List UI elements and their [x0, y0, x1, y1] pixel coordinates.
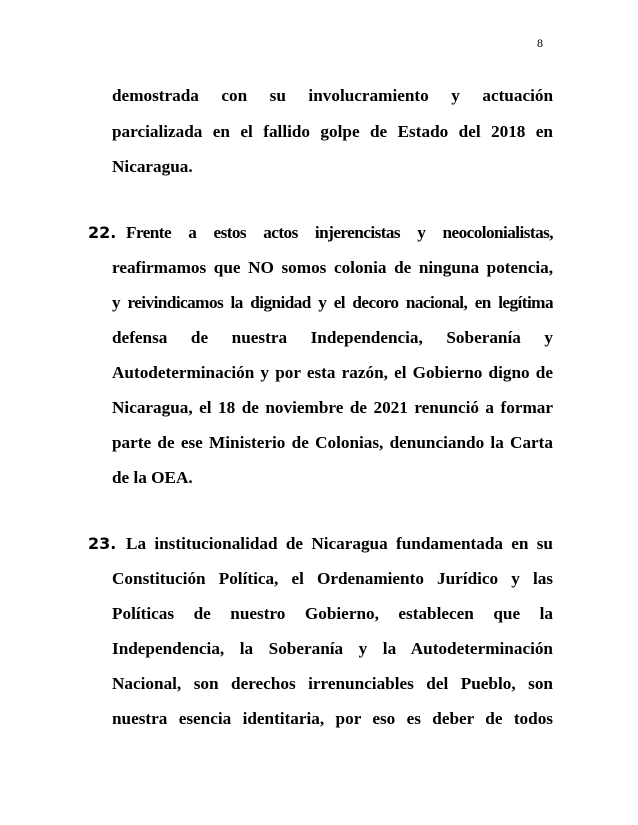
paragraph-line: La institucionalidad de Nicaragua fundamentada en su [126, 534, 553, 553]
item-number-23: 23. [88, 534, 117, 553]
paragraph-line: Nacional, son derechos irrenunciables del Pueblo, son [112, 674, 553, 693]
paragraph-line: Políticas de nuestro Gobierno, establecen que la [112, 604, 553, 623]
paragraph-line: Constitución Política, el Ordenamiento Jurídico y las [112, 569, 553, 588]
paragraph-line: reafirmamos que NO somos colonia de ninguna potencia, [112, 258, 553, 277]
paragraph-line: Nicaragua. [112, 157, 193, 176]
paragraph-line: y reivindicamos la dignidad y el decoro nacional, en legítima [112, 293, 553, 312]
paragraph-line: Autodeterminación y por esta razón, el Gobierno digno de [112, 363, 553, 382]
paragraph-line: defensa de nuestra Independencia, Soberanía y [112, 328, 553, 347]
paragraph-line: demostrada con su involucramiento y actuación [112, 86, 553, 105]
page-number: 8 [537, 36, 543, 50]
paragraph-line: Independencia, la Soberanía y la Autodeterminación [112, 639, 553, 658]
paragraph-line: parte de ese Ministerio de Colonias, denunciando la Carta [112, 433, 553, 452]
paragraph-line: parcializada en el fallido golpe de Estado del 2018 en [112, 122, 553, 141]
paragraph-line: Nicaragua, el 18 de noviembre de 2021 renunció a formar [112, 398, 553, 417]
item-number-22: 22. [88, 223, 117, 242]
paragraph-line: de la OEA. [112, 468, 193, 487]
paragraph-line: Frente a estos actos injerencistas y neocolonialistas, [126, 223, 553, 242]
paragraph-line: nuestra esencia identitaria, por eso es deber de todos [112, 709, 553, 728]
